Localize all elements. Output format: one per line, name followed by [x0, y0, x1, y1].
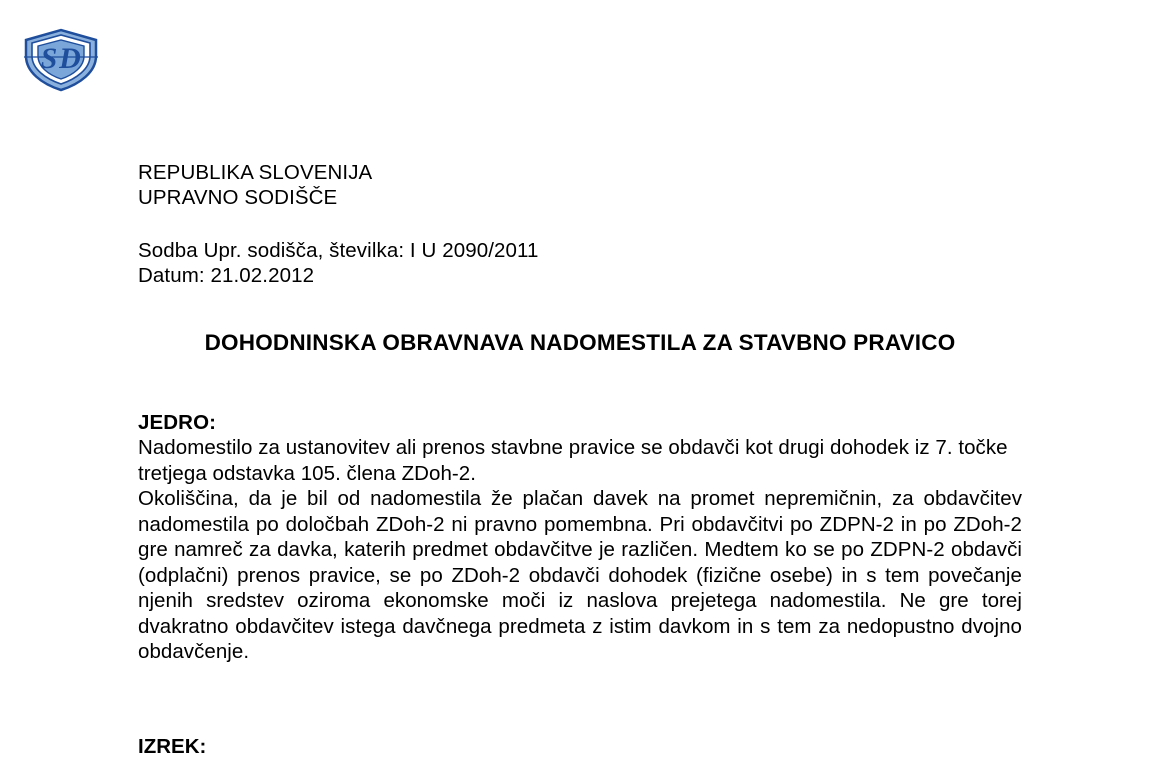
case-date-line: Datum: 21.02.2012	[138, 264, 315, 287]
court-name-line: UPRAVNO SODIŠČE	[138, 186, 338, 209]
court-header	[138, 160, 1022, 210]
document-body	[138, 160, 1022, 665]
country-line: REPUBLIKA SLOVENIJA	[138, 161, 373, 184]
svg-text:D: D	[59, 42, 81, 75]
paragraph-jedro-2: Okoliščina, da je bil od nadomestila že plačan davek na promet nepremičnin, za obdavčitev nadomestila po določbah ZDoh-2 ni pravno pomembna. Pri obdavčitvi po ZDPN-2 in po ZDoh-2 gre namreč za davka, katerih predmet obdavčitve je različen. Medtem ko se po ZDPN-2 obdavči (odplačni) prenos pravice, se po ZDoh-2 obdavči dohodek (fizične osebe) in s tem povečanje njenih sredstev oziroma ekonomske moči iz naslova prejetega nadomestila. Ne gre torej dvakratno obdavčitev istega davčnega predmeta z istim davkom in s tem za nedopustno dvojno obdavčenje.	[138, 487, 1022, 663]
case-number-line: Sodba Upr. sodišča, številka: I U 2090/2011	[138, 239, 539, 262]
section-heading-jedro: JEDRO:	[138, 411, 217, 434]
section-heading-izrek: IZREK:	[138, 735, 207, 758]
page-title: DOHODNINSKA OBRAVNAVA NADOMESTILA ZA STAVBNO PRAVICO	[204, 330, 956, 355]
shield-sd-logo-icon	[18, 26, 104, 94]
svg-text:S: S	[40, 42, 58, 75]
sd-logo	[18, 26, 104, 94]
section-jedro	[138, 410, 1022, 665]
paragraph-jedro-1: Nadomestilo za ustanovitev ali prenos stavbne pravice se obdavči kot drugi dohodek iz 7. točke tretjega odstavka 105. člena ZDoh-2.	[138, 436, 1008, 485]
case-meta	[138, 238, 1022, 288]
